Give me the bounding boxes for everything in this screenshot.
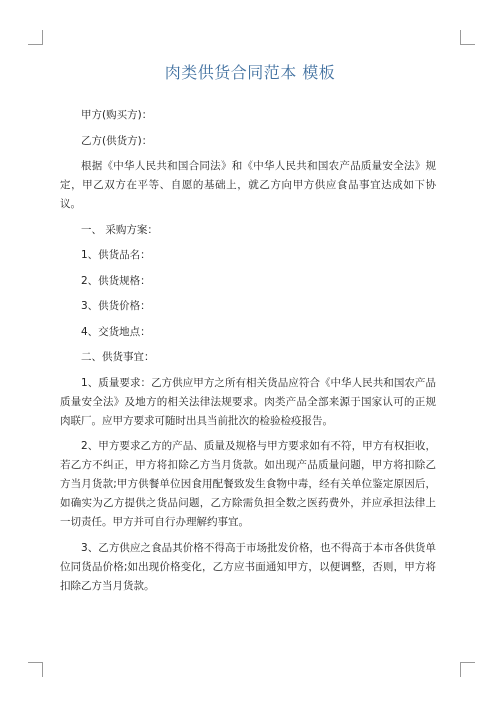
item-product-name: 1、供货品名： [81,249,151,261]
page-corner-mark-bottom-right [460,662,475,677]
item-product-price: 3、供货价格： [81,300,151,312]
document-title: 肉类供货合同范本 模板 [164,63,336,82]
preamble-paragraph: 根据《中华人民共和国合同法》和《中华人民共和国农产品质量安全法》规定，甲乙双方在平等、自愿的基础上，就乙方向甲方供应食品事宜达成如下协议。 [60,160,436,210]
page-corner-mark-bottom-left [28,662,43,677]
page-corner-mark-top-left [28,30,43,45]
clause-pricing: 3、乙方供应之食品其价格不得高于市场批发价格，也不得高于本市各供货单位同货品价格;如出现价格变化，乙方应书面通知甲方，以便调整，否则，甲方将扣除乙方当月货款。 [60,541,436,592]
item-delivery-location: 4、交货地点： [81,325,151,338]
page-corner-mark-top-right [460,30,475,45]
document-body [60,106,436,602]
clause-quality-requirements: 1、质量要求：乙方供应甲方之所有相关货品应符合《中华人民共和国农产品质量安全法》及地方的相关法律法规要求。肉类产品全部来源于国家认可的正规肉联厂。应甲方要求可随时出具当前批次的检验检疫报告。 [60,376,436,427]
section-heading-supply-matters: 二、供货事宜： [81,351,155,363]
item-product-spec: 2、供货规格： [81,274,151,287]
clause-rejection-and-liability: 2、甲方要求乙方的产品、质量及规格与甲方要求如有不符，甲方有权拒收，若乙方不纠正，甲方将扣除乙方当月货款。如出现产品质量问题，甲方将扣除乙方当月货款;甲方供餐单位因食用配餐致发生食物中毒，经有关单位鉴定原因后，如确实为乙方提供之货品问题，乙方除需负担全数之医药费外，并应承担法律上一切责任。甲方并可自行办理解约事宜。 [60,440,436,528]
section-heading-purchase-plan: 一、 采购方案： [81,223,158,236]
party-b-line: 乙方(供货方)： [81,134,153,147]
party-a-line: 甲方(购买方)： [81,109,153,121]
